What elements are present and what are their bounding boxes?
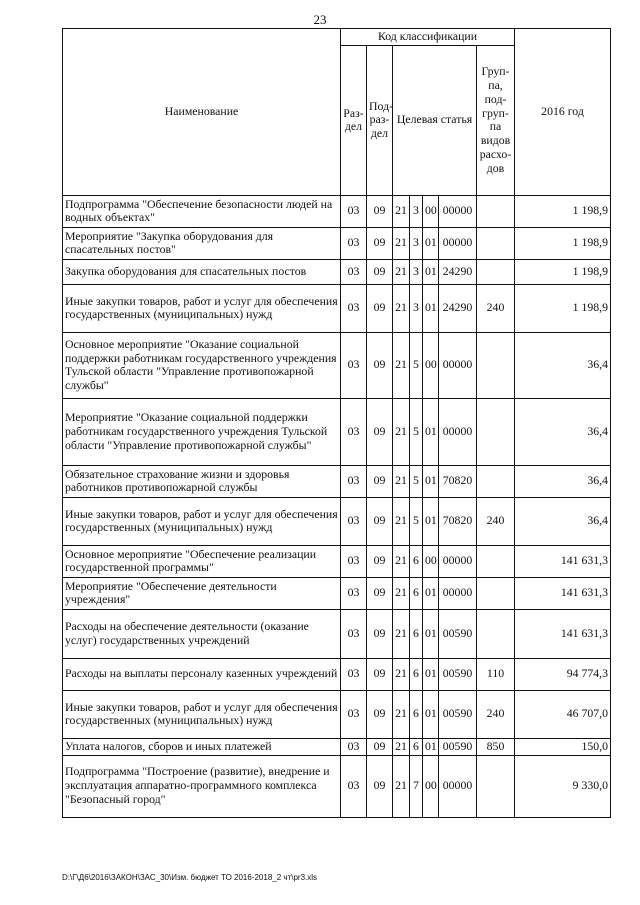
row-target-event: 00 xyxy=(423,332,439,398)
row-target-subprogram: 6 xyxy=(410,577,423,609)
row-expense-group: 850 xyxy=(477,738,515,755)
row-section: 03 xyxy=(341,332,367,398)
row-name: Иные закупки товаров, работ и услуг для обеспечения государственных (муниципальных) нужд xyxy=(63,690,341,738)
row-subsection: 09 xyxy=(367,609,393,658)
row-subsection: 09 xyxy=(367,398,393,465)
row-subsection: 09 xyxy=(367,227,393,259)
row-target-program: 21 xyxy=(393,497,410,545)
row-expense-group xyxy=(477,465,515,497)
row-expense-group: 240 xyxy=(477,497,515,545)
table-row xyxy=(63,227,611,259)
year-header: 2016 год xyxy=(515,29,611,196)
row-expense-group xyxy=(477,195,515,227)
row-name: Иные закупки товаров, работ и услуг для обеспечения государственных (муниципальных) нужд xyxy=(63,497,341,545)
row-amount: 150,0 xyxy=(515,738,611,755)
row-target-direction: 00590 xyxy=(439,690,477,738)
table-body xyxy=(63,195,611,817)
table-row xyxy=(63,465,611,497)
row-target-subprogram: 5 xyxy=(410,332,423,398)
row-section: 03 xyxy=(341,545,367,577)
row-subsection: 09 xyxy=(367,465,393,497)
row-target-event: 00 xyxy=(423,755,439,817)
table-row xyxy=(63,398,611,465)
row-amount: 36,4 xyxy=(515,332,611,398)
row-expense-group xyxy=(477,755,515,817)
section-header: Раз- дел xyxy=(341,45,367,195)
row-amount: 1 198,9 xyxy=(515,195,611,227)
table-row xyxy=(63,755,611,817)
row-target-event: 01 xyxy=(423,690,439,738)
row-name: Иные закупки товаров, работ и услуг для обеспечения государственных (муниципальных) нужд xyxy=(63,284,341,332)
row-target-event: 01 xyxy=(423,284,439,332)
row-subsection: 09 xyxy=(367,332,393,398)
row-target-program: 21 xyxy=(393,755,410,817)
row-target-program: 21 xyxy=(393,259,410,284)
table-row xyxy=(63,609,611,658)
row-target-event: 01 xyxy=(423,398,439,465)
row-target-subprogram: 3 xyxy=(410,227,423,259)
row-target-program: 21 xyxy=(393,332,410,398)
row-target-direction: 24290 xyxy=(439,259,477,284)
row-amount: 36,4 xyxy=(515,398,611,465)
row-amount: 36,4 xyxy=(515,497,611,545)
target-header: Целевая статья xyxy=(393,45,477,195)
row-name: Расходы на обеспечение деятельности (оказание услуг) государственных учреждений xyxy=(63,609,341,658)
row-amount: 46 707,0 xyxy=(515,690,611,738)
row-section: 03 xyxy=(341,658,367,690)
row-target-program: 21 xyxy=(393,545,410,577)
row-target-direction: 00000 xyxy=(439,545,477,577)
row-target-direction: 00000 xyxy=(439,332,477,398)
table-row xyxy=(63,577,611,609)
row-target-subprogram: 6 xyxy=(410,690,423,738)
row-expense-group xyxy=(477,332,515,398)
row-section: 03 xyxy=(341,755,367,817)
row-expense-group xyxy=(477,227,515,259)
file-path-footer: D:\Г\Д6\2016\ЗАКОН\ЗАС_30\Изм. бюджет ТО 2016-2018_2 чт\pr3.xls xyxy=(62,873,318,882)
row-expense-group: 240 xyxy=(477,284,515,332)
row-name: Мероприятие "Обеспечение деятельности учреждения" xyxy=(63,577,341,609)
row-subsection: 09 xyxy=(367,259,393,284)
row-name: Обязательное страхование жизни и здоровья работников противопожарной службы xyxy=(63,465,341,497)
row-subsection: 09 xyxy=(367,577,393,609)
row-target-event: 01 xyxy=(423,609,439,658)
row-target-direction: 00590 xyxy=(439,609,477,658)
row-amount: 9 330,0 xyxy=(515,755,611,817)
row-target-direction: 00590 xyxy=(439,658,477,690)
row-amount: 1 198,9 xyxy=(515,227,611,259)
row-subsection: 09 xyxy=(367,195,393,227)
row-target-subprogram: 5 xyxy=(410,497,423,545)
row-amount: 141 631,3 xyxy=(515,609,611,658)
row-amount: 1 198,9 xyxy=(515,259,611,284)
row-target-subprogram: 7 xyxy=(410,755,423,817)
row-target-direction: 00000 xyxy=(439,227,477,259)
row-target-subprogram: 3 xyxy=(410,284,423,332)
row-expense-group xyxy=(477,577,515,609)
row-target-program: 21 xyxy=(393,465,410,497)
row-amount: 141 631,3 xyxy=(515,545,611,577)
row-subsection: 09 xyxy=(367,658,393,690)
row-subsection: 09 xyxy=(367,545,393,577)
page-number: 23 xyxy=(313,12,327,27)
row-target-subprogram: 3 xyxy=(410,195,423,227)
budget-table xyxy=(62,28,611,818)
row-target-direction: 70820 xyxy=(439,465,477,497)
row-expense-group xyxy=(477,259,515,284)
row-section: 03 xyxy=(341,227,367,259)
row-target-event: 01 xyxy=(423,738,439,755)
row-expense-group xyxy=(477,609,515,658)
row-name: Закупка оборудования для спасательных постов xyxy=(63,259,341,284)
table-row xyxy=(63,658,611,690)
row-subsection: 09 xyxy=(367,284,393,332)
table-row xyxy=(63,545,611,577)
row-name: Мероприятие "Закупка оборудования для спасательных постов" xyxy=(63,227,341,259)
row-section: 03 xyxy=(341,284,367,332)
table-row xyxy=(63,497,611,545)
row-target-program: 21 xyxy=(393,738,410,755)
row-target-subprogram: 5 xyxy=(410,465,423,497)
row-expense-group xyxy=(477,545,515,577)
row-name: Расходы на выплаты персоналу казенных учреждений xyxy=(63,658,341,690)
row-target-subprogram: 6 xyxy=(410,658,423,690)
subsection-header: Под- раз- дел xyxy=(367,45,393,195)
row-expense-group xyxy=(477,398,515,465)
row-target-event: 00 xyxy=(423,545,439,577)
row-name: Мероприятие "Оказание социальной поддержки работникам государственного учреждения Тульской области "Управление противопожарной службы" xyxy=(63,398,341,465)
row-amount: 1 198,9 xyxy=(515,284,611,332)
row-target-program: 21 xyxy=(393,658,410,690)
code-header: Код классификации xyxy=(341,29,515,46)
row-target-subprogram: 6 xyxy=(410,545,423,577)
row-subsection: 09 xyxy=(367,690,393,738)
row-name: Основное мероприятие "Оказание социальной поддержки работникам государственного учреждения Тульской области "Управление противопожарной службы" xyxy=(63,332,341,398)
row-target-subprogram: 3 xyxy=(410,259,423,284)
row-section: 03 xyxy=(341,259,367,284)
row-name: Уплата налогов, сборов и иных платежей xyxy=(63,738,341,755)
row-subsection: 09 xyxy=(367,738,393,755)
row-target-program: 21 xyxy=(393,577,410,609)
row-section: 03 xyxy=(341,738,367,755)
table-row xyxy=(63,738,611,755)
row-target-program: 21 xyxy=(393,284,410,332)
row-target-event: 01 xyxy=(423,465,439,497)
name-header: Наименование xyxy=(63,29,341,196)
row-target-program: 21 xyxy=(393,227,410,259)
row-section: 03 xyxy=(341,398,367,465)
row-section: 03 xyxy=(341,690,367,738)
row-target-event: 01 xyxy=(423,497,439,545)
row-target-direction: 00000 xyxy=(439,398,477,465)
row-name: Подпрограмма "Обеспечение безопасности людей на водных объектах" xyxy=(63,195,341,227)
row-amount: 141 631,3 xyxy=(515,577,611,609)
table-row xyxy=(63,284,611,332)
row-target-event: 00 xyxy=(423,195,439,227)
group-header: Груп- па, под- груп- па видов расхо- дов xyxy=(477,45,515,195)
row-target-program: 21 xyxy=(393,398,410,465)
row-target-event: 01 xyxy=(423,227,439,259)
row-section: 03 xyxy=(341,465,367,497)
row-amount: 36,4 xyxy=(515,465,611,497)
row-target-event: 01 xyxy=(423,658,439,690)
row-section: 03 xyxy=(341,195,367,227)
row-subsection: 09 xyxy=(367,755,393,817)
row-expense-group: 240 xyxy=(477,690,515,738)
row-section: 03 xyxy=(341,577,367,609)
row-name: Основное мероприятие "Обеспечение реализации государственной программы" xyxy=(63,545,341,577)
row-target-direction: 24290 xyxy=(439,284,477,332)
row-subsection: 09 xyxy=(367,497,393,545)
row-amount: 94 774,3 xyxy=(515,658,611,690)
row-section: 03 xyxy=(341,609,367,658)
row-target-subprogram: 6 xyxy=(410,609,423,658)
row-name: Подпрограмма "Построение (развитие), внедрение и эксплуатация аппаратно-программного комплекса "Безопасный город" xyxy=(63,755,341,817)
table-row xyxy=(63,332,611,398)
row-target-event: 01 xyxy=(423,259,439,284)
row-target-direction: 00590 xyxy=(439,738,477,755)
row-target-direction: 00000 xyxy=(439,755,477,817)
row-target-program: 21 xyxy=(393,609,410,658)
row-target-direction: 70820 xyxy=(439,497,477,545)
table-row xyxy=(63,690,611,738)
table-row xyxy=(63,259,611,284)
row-target-direction: 00000 xyxy=(439,577,477,609)
row-section: 03 xyxy=(341,497,367,545)
table-row xyxy=(63,195,611,227)
table-header xyxy=(63,29,611,196)
row-target-program: 21 xyxy=(393,195,410,227)
row-target-program: 21 xyxy=(393,690,410,738)
row-target-subprogram: 6 xyxy=(410,738,423,755)
row-target-subprogram: 5 xyxy=(410,398,423,465)
row-target-event: 01 xyxy=(423,577,439,609)
row-target-direction: 00000 xyxy=(439,195,477,227)
row-expense-group: 110 xyxy=(477,658,515,690)
